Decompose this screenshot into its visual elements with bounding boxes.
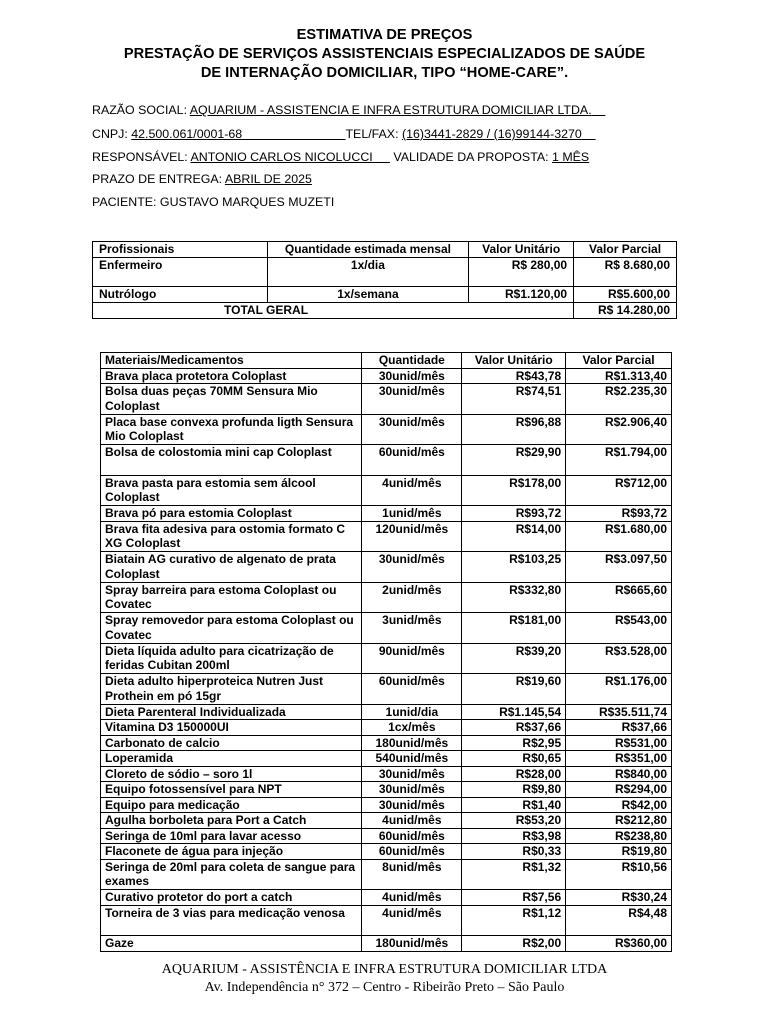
cell-material: Dieta adulto hiperproteica Nutren Just Prothein em pó 15gr <box>101 674 362 705</box>
table-row <box>101 859 672 890</box>
col-header-quantidade: Quantidade <box>362 353 462 369</box>
cell-quantidade: 120unid/mês <box>362 521 462 552</box>
cell-quantidade: 30unid/mês <box>362 368 462 384</box>
cell-valor-parcial: R$1.313,40 <box>566 368 672 384</box>
cell-quantidade: 4unid/mês <box>362 890 462 906</box>
cell-material: Flaconete de água para injeção <box>101 844 362 860</box>
cell-valor-unitario: R$3,98 <box>462 828 566 844</box>
responsavel-line <box>92 150 692 164</box>
cell-valor-unitario: R$37,66 <box>462 720 566 736</box>
cell-valor-parcial: R$ 8.680,00 <box>574 258 677 287</box>
cell-valor-unitario: R$ 280,00 <box>469 258 574 287</box>
cell-valor-unitario: R$53,20 <box>462 813 566 829</box>
cell-valor-parcial: R$19,80 <box>566 844 672 860</box>
cell-valor-unitario: R$7,56 <box>462 890 566 906</box>
col-header-valor-parcial: Valor Parcial <box>566 353 672 369</box>
table-row <box>93 287 677 303</box>
cell-quantidade: 8unid/mês <box>362 859 462 890</box>
prazo-label: PRAZO DE ENTREGA: <box>92 172 223 186</box>
cell-valor-parcial: R$93,72 <box>566 506 672 522</box>
cell-valor-unitario: R$14,00 <box>462 521 566 552</box>
responsavel-label: RESPONSÁVEL: <box>92 150 188 164</box>
cell-quantidade: 1x/dia <box>267 258 469 287</box>
cell-valor-parcial: R$1.794,00 <box>566 445 672 476</box>
cell-quantidade: 4unid/mês <box>362 813 462 829</box>
cell-quantidade: 60unid/mês <box>362 844 462 860</box>
cell-material: Spray removedor para estoma Coloplast ou Covatec <box>101 613 362 644</box>
cell-material: Equipo para medicação <box>101 797 362 813</box>
table-row <box>101 766 672 782</box>
cell-valor-unitario: R$181,00 <box>462 613 566 644</box>
cell-quantidade: 1unid/dia <box>362 704 462 720</box>
title-line-1: ESTIMATIVA DE PREÇOS <box>296 27 473 43</box>
cell-valor-parcial: R$351,00 <box>566 751 672 767</box>
cell-quantidade: 30unid/mês <box>362 414 462 445</box>
table-row <box>101 674 672 705</box>
cell-valor-unitario: R$96,88 <box>462 414 566 445</box>
title-line-3: DE INTERNAÇÃO DOMICILIAR, TIPO “HOME-CARE”. <box>200 65 569 81</box>
table-row <box>93 258 677 287</box>
cell-valor-parcial: R$1.680,00 <box>566 521 672 552</box>
cell-quantidade: 2unid/mês <box>362 582 462 613</box>
cell-valor-parcial: R$531,00 <box>566 735 672 751</box>
cell-material: Brava placa protetora Coloplast <box>101 368 362 384</box>
document-title <box>0 26 769 83</box>
cell-valor-parcial: R$42,00 <box>566 797 672 813</box>
cell-quantidade: 30unid/mês <box>362 797 462 813</box>
total-row <box>93 303 677 319</box>
cell-quantidade: 90unid/mês <box>362 643 462 674</box>
cnpj-value: 42.500.061/0001-68 <box>131 127 243 141</box>
cell-valor-unitario: R$39,20 <box>462 643 566 674</box>
table-row <box>101 704 672 720</box>
cell-valor-parcial: R$360,00 <box>566 936 672 952</box>
cell-material: Spray barreira para estoma Coloplast ou Covatec <box>101 582 362 613</box>
cell-material: Torneira de 3 vias para medicação venosa <box>101 905 362 936</box>
cell-valor-unitario: R$1.120,00 <box>469 287 574 303</box>
cell-quantidade: 60unid/mês <box>362 674 462 705</box>
table-row <box>101 414 672 445</box>
cell-quantidade: 180unid/mês <box>362 936 462 952</box>
col-header-profissionais: Profissionais <box>93 242 268 258</box>
col-header-valor-parcial: Valor Parcial <box>574 242 677 258</box>
cell-valor-parcial: R$294,00 <box>566 782 672 798</box>
cell-quantidade: 3unid/mês <box>362 613 462 644</box>
table-row <box>101 797 672 813</box>
cell-profissional: Enfermeiro <box>93 258 268 287</box>
cell-valor-unitario: R$43,78 <box>462 368 566 384</box>
footer <box>0 961 769 996</box>
cell-quantidade: 4unid/mês <box>362 905 462 936</box>
cell-valor-parcial: R$35.511,74 <box>566 704 672 720</box>
cell-valor-parcial: R$5.600,00 <box>574 287 677 303</box>
table-row <box>101 890 672 906</box>
cell-valor-parcial: R$2.235,30 <box>566 384 672 415</box>
cell-material: Brava fita adesiva para ostomia formato C XG Coloplast <box>101 521 362 552</box>
table-row <box>101 613 672 644</box>
prazo-value: ABRIL DE 2025 <box>224 172 312 186</box>
prazo-line <box>92 172 692 186</box>
cell-material: Carbonato de calcio <box>101 735 362 751</box>
cell-valor-unitario: R$0,65 <box>462 751 566 767</box>
cell-material: Placa base convexa profunda ligth Sensura Mio Coloplast <box>101 414 362 445</box>
cell-material: Loperamida <box>101 751 362 767</box>
cnpj-label: CNPJ: <box>92 127 128 141</box>
cell-material: Dieta Parenteral Individualizada <box>101 704 362 720</box>
professionals-table <box>92 241 677 319</box>
cell-valor-parcial: R$30,24 <box>566 890 672 906</box>
cell-valor-unitario: R$29,90 <box>462 445 566 476</box>
footer-address: Av. Independência n° 372 – Centro - Ribeirão Preto – São Paulo <box>204 979 565 995</box>
table-row <box>101 368 672 384</box>
cell-valor-parcial: R$1.176,00 <box>566 674 672 705</box>
cell-valor-unitario: R$1,32 <box>462 859 566 890</box>
col-header-materiais: Materiais/Medicamentos <box>101 353 362 369</box>
cell-material: Biatain AG curativo de algenato de prata Coloplast <box>101 552 362 583</box>
cell-valor-unitario: R$93,72 <box>462 506 566 522</box>
cell-valor-parcial: R$3.528,00 <box>566 643 672 674</box>
cell-quantidade: 4unid/mês <box>362 475 462 506</box>
cell-valor-parcial: R$212,80 <box>566 813 672 829</box>
table-row <box>101 445 672 476</box>
table-row <box>101 828 672 844</box>
cell-valor-parcial: R$543,00 <box>566 613 672 644</box>
cell-material: Equipo fotossensível para NPT <box>101 782 362 798</box>
razao-social-label: RAZÃO SOCIAL: <box>92 103 188 117</box>
table-row <box>101 506 672 522</box>
table-row <box>101 552 672 583</box>
cell-quantidade: 30unid/mês <box>362 782 462 798</box>
tel-value: (16)3441-2829 / (16)99144-3270 <box>401 127 582 141</box>
table-row <box>101 735 672 751</box>
table-row <box>101 905 672 936</box>
cell-quantidade: 1x/semana <box>267 287 469 303</box>
cell-material: Vitamina D3 150000UI <box>101 720 362 736</box>
col-header-quantidade: Quantidade estimada mensal <box>267 242 469 258</box>
cell-quantidade: 1unid/mês <box>362 506 462 522</box>
cell-valor-unitario: R$28,00 <box>462 766 566 782</box>
cell-valor-unitario: R$2,95 <box>462 735 566 751</box>
cell-material: Seringa de 20ml para coleta de sangue para exames <box>101 859 362 890</box>
cnpj-line <box>92 127 692 141</box>
cell-quantidade: 60unid/mês <box>362 445 462 476</box>
cell-valor-unitario: R$74,51 <box>462 384 566 415</box>
cell-valor-unitario: R$178,00 <box>462 475 566 506</box>
razao-social-value: AQUARIUM - ASSISTENCIA E INFRA ESTRUTURA DOMICILIAR LTDA. <box>189 103 592 117</box>
cell-valor-unitario: R$19,60 <box>462 674 566 705</box>
cell-valor-unitario: R$103,25 <box>462 552 566 583</box>
materials-body <box>101 368 672 951</box>
table-row <box>101 936 672 952</box>
cell-valor-parcial: R$840,00 <box>566 766 672 782</box>
professionals-header-row <box>93 242 677 258</box>
cell-valor-parcial: R$4,48 <box>566 905 672 936</box>
cell-material: Gaze <box>101 936 362 952</box>
cell-valor-parcial: R$712,00 <box>566 475 672 506</box>
razao-social-line <box>92 103 692 117</box>
title-line-2: PRESTAÇÃO DE SERVIÇOS ASSISTENCIAIS ESPECIALIZADOS DE SAÚDE <box>123 46 646 62</box>
table-row <box>101 782 672 798</box>
cell-valor-unitario: R$332,80 <box>462 582 566 613</box>
cell-valor-parcial: R$10,56 <box>566 859 672 890</box>
table-row <box>101 643 672 674</box>
table-row <box>101 813 672 829</box>
table-row <box>101 844 672 860</box>
tel-label: TEL/FAX: <box>345 127 399 141</box>
cell-valor-unitario: R$0,33 <box>462 844 566 860</box>
cell-quantidade: 60unid/mês <box>362 828 462 844</box>
cell-valor-parcial: R$37,66 <box>566 720 672 736</box>
cell-material: Curativo protetor do port a catch <box>101 890 362 906</box>
col-header-valor-unitario: Valor Unitário <box>462 353 566 369</box>
cell-valor-unitario: R$2,00 <box>462 936 566 952</box>
table-row <box>101 475 672 506</box>
validade-value: 1 MÊS <box>552 150 590 164</box>
col-header-valor-unitario: Valor Unitário <box>469 242 574 258</box>
table-row <box>101 751 672 767</box>
cell-valor-parcial: R$3.097,50 <box>566 552 672 583</box>
cell-valor-unitario: R$1,12 <box>462 905 566 936</box>
cell-valor-parcial: R$238,80 <box>566 828 672 844</box>
cell-quantidade: 1cx/mês <box>362 720 462 736</box>
cell-valor-unitario: R$9,80 <box>462 782 566 798</box>
total-label: TOTAL GERAL <box>93 303 574 319</box>
cell-material: Dieta líquida adulto para cicatrização de feridas Cubitan 200ml <box>101 643 362 674</box>
cell-material: Brava pó para estomia Coloplast <box>101 506 362 522</box>
cell-material: Agulha borboleta para Port a Catch <box>101 813 362 829</box>
cell-material: Seringa de 10ml para lavar acesso <box>101 828 362 844</box>
cell-material: Bolsa de colostomia mini cap Coloplast <box>101 445 362 476</box>
cell-quantidade: 180unid/mês <box>362 735 462 751</box>
cell-material: Brava pasta para estomia sem álcool Coloplast <box>101 475 362 506</box>
cell-quantidade: 30unid/mês <box>362 766 462 782</box>
cell-material: Bolsa duas peças 70MM Sensura Mio Coloplast <box>101 384 362 415</box>
paciente-line: PACIENTE: GUSTAVO MARQUES MUZETI <box>92 195 335 209</box>
materials-table <box>100 352 672 952</box>
footer-company: AQUARIUM - ASSISTÊNCIA E INFRA ESTRUTURA DOMICILIAR LTDA <box>161 962 608 977</box>
responsavel-value: ANTONIO CARLOS NICOLUCCI <box>190 150 373 164</box>
cell-profissional: Nutrólogo <box>93 287 268 303</box>
table-row <box>101 582 672 613</box>
cell-valor-parcial: R$665,60 <box>566 582 672 613</box>
table-row <box>101 384 672 415</box>
table-row <box>101 720 672 736</box>
cell-valor-unitario: R$1.145,54 <box>462 704 566 720</box>
cell-material: Cloreto de sódio – soro 1l <box>101 766 362 782</box>
table-row <box>101 521 672 552</box>
cell-quantidade: 30unid/mês <box>362 384 462 415</box>
total-value: R$ 14.280,00 <box>574 303 677 319</box>
cell-valor-unitario: R$1,40 <box>462 797 566 813</box>
validade-label: VALIDADE DA PROPOSTA: <box>393 150 549 164</box>
cell-quantidade: 30unid/mês <box>362 552 462 583</box>
cell-valor-parcial: R$2.906,40 <box>566 414 672 445</box>
cell-quantidade: 540unid/mês <box>362 751 462 767</box>
materials-header-row <box>101 353 672 369</box>
